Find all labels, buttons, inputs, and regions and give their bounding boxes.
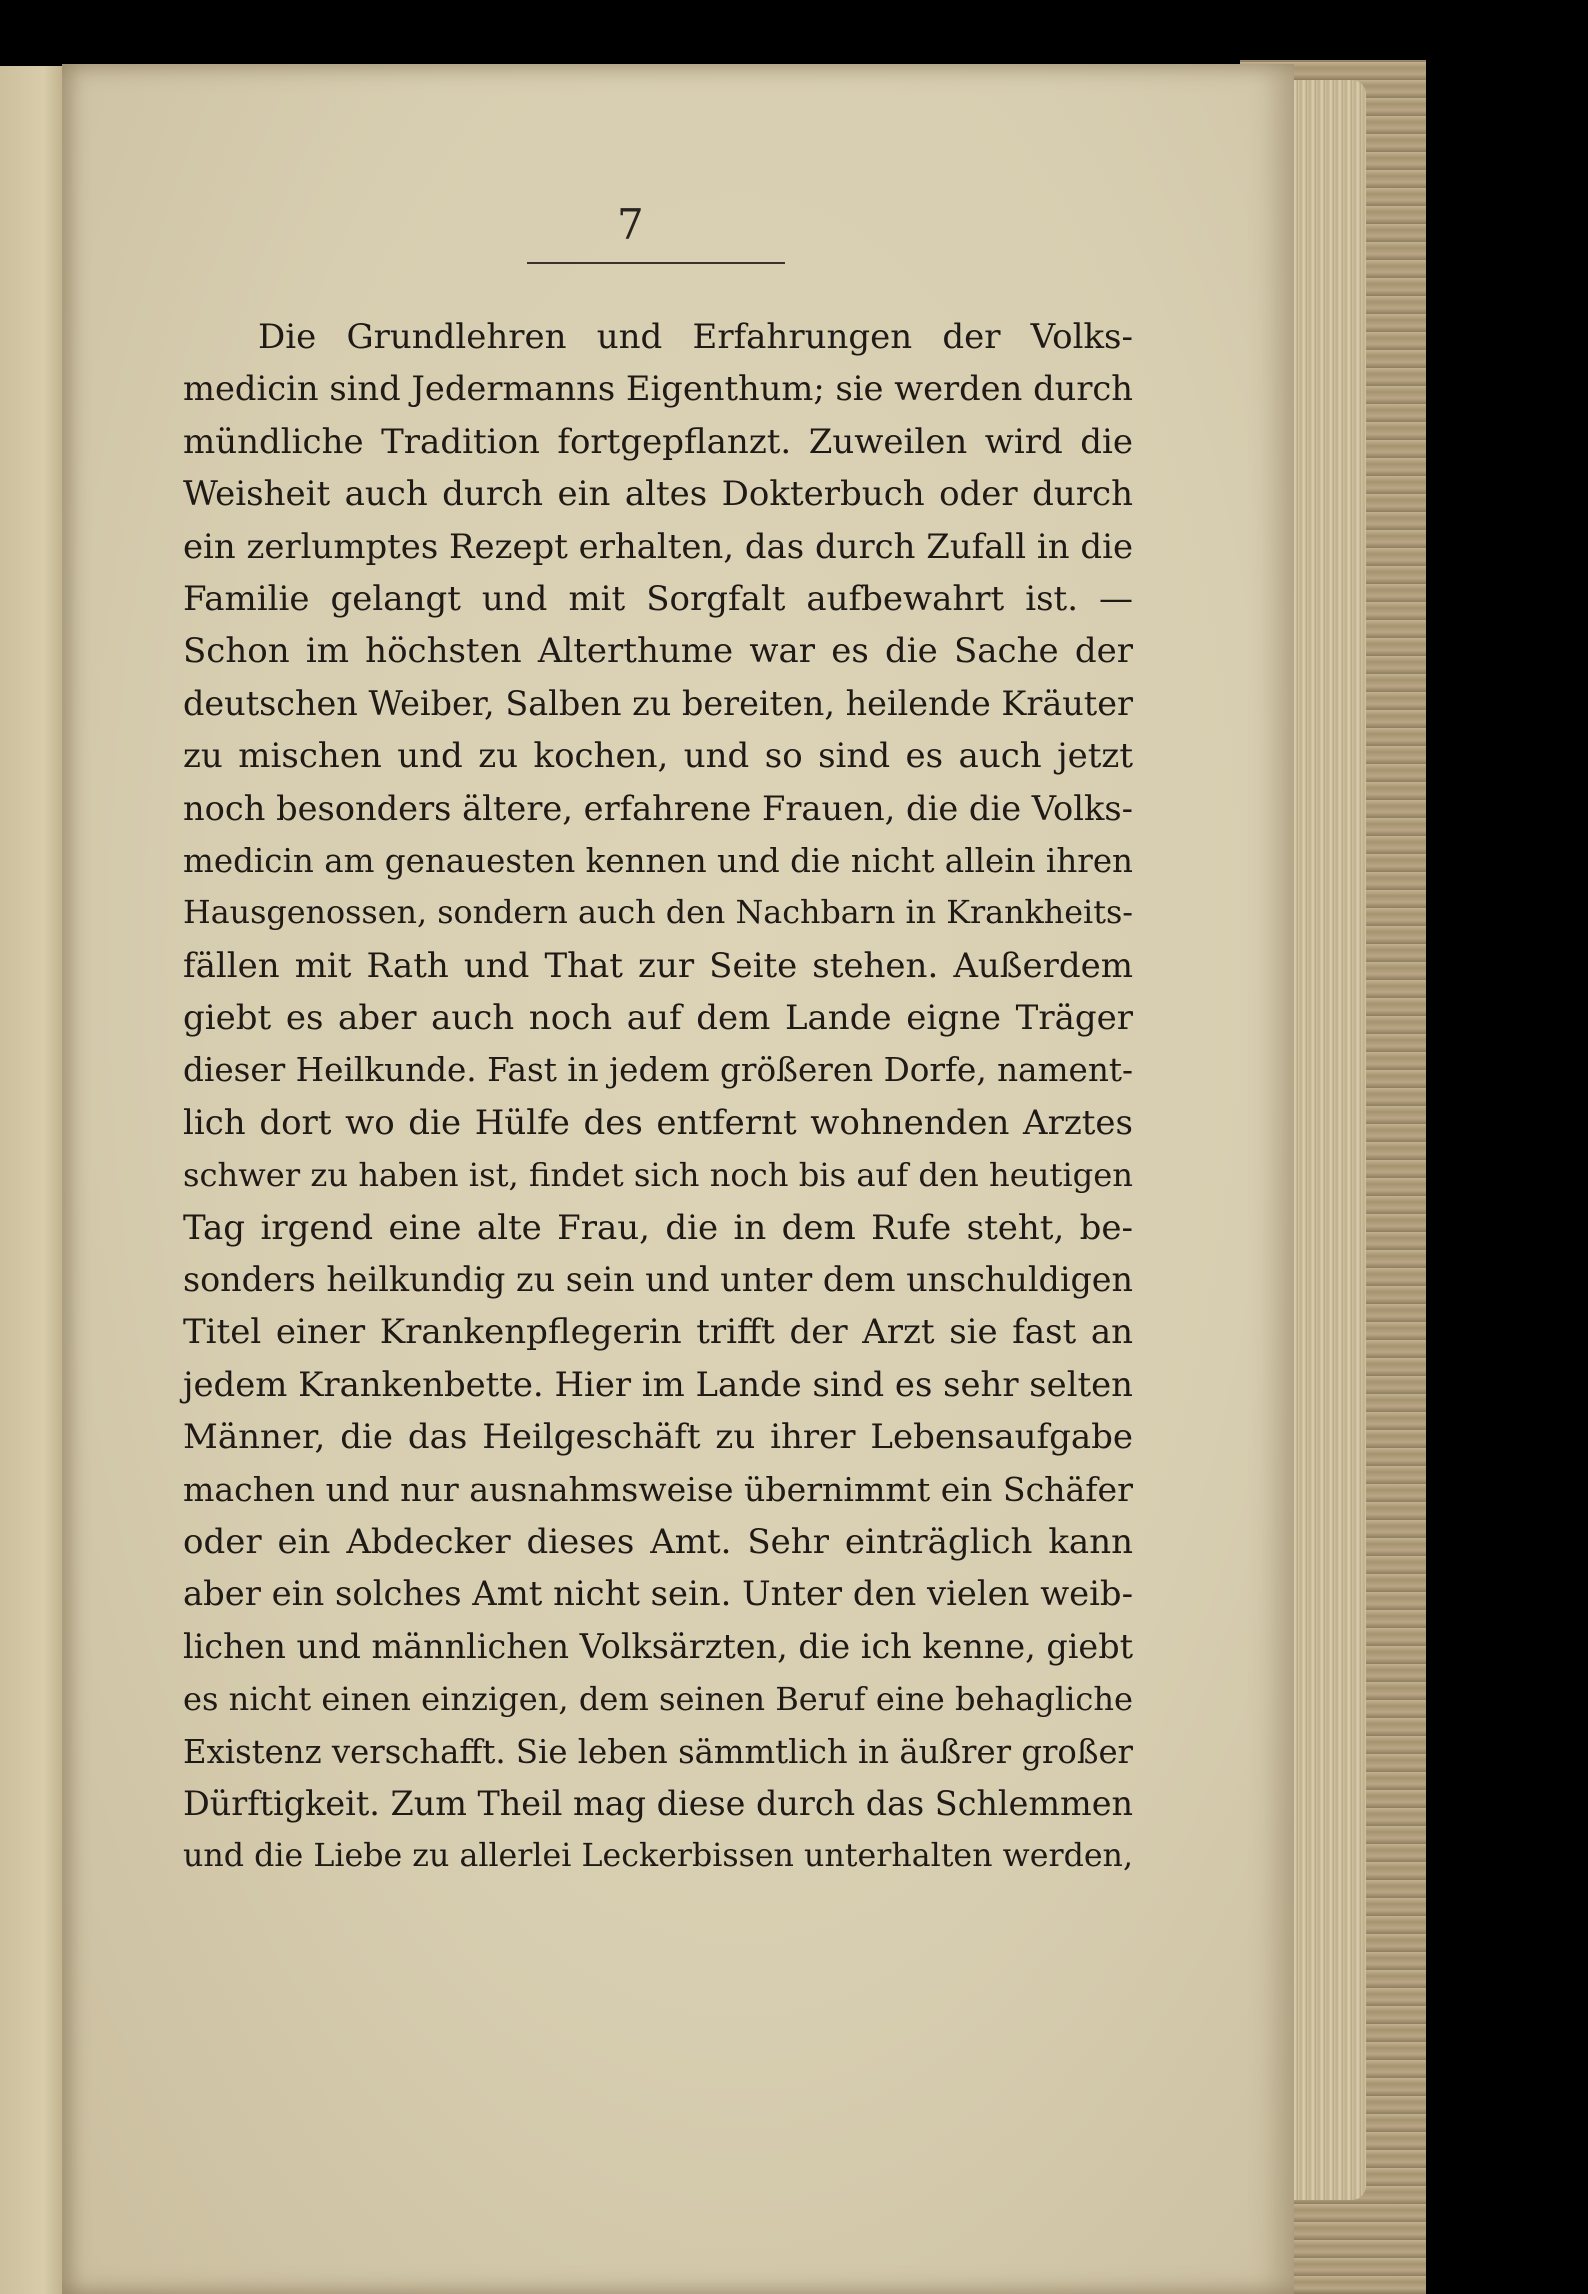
text-line: es nicht einen einzigen, dem seinen Beruf eine behagliche — [183, 1680, 1133, 1719]
text-line: Titel einer Krankenpflegerin trifft der Arzt sie fast an — [183, 1312, 1133, 1353]
text-line: Hausgenossen, sondern auch den Nachbarn in Krankheits- — [183, 895, 1133, 932]
text-line: Familie gelangt und mit Sorgfalt aufbewahrt ist. — — [183, 578, 1133, 619]
text-line: Tag irgend eine alte Frau, die in dem Rufe steht, be- — [183, 1207, 1133, 1248]
text-line: Dürftigkeit. Zum Theil mag diese durch das Schlemmen — [183, 1783, 1134, 1823]
text-line: jedem Krankenbette. Hier im Lande sind es sehr selten — [183, 1364, 1133, 1404]
text-line: noch besonders ältere, erfahrene Frauen, die die Volks- — [183, 788, 1133, 828]
text-line: oder ein Abdecker dieses Amt. Sehr einträglich kann — [183, 1521, 1133, 1562]
text-line: lich dort wo die Hülfe des entfernt wohnenden Arztes — [183, 1102, 1133, 1143]
body-text — [183, 311, 1133, 1883]
text-line: Existenz verschafft. Sie leben sämmtlich in äußrer großer — [183, 1732, 1133, 1771]
text-line: giebt es aber auch noch auf dem Lande eigne Träger — [183, 998, 1133, 1039]
header-rule — [527, 262, 785, 264]
text-line: Schon im höchsten Alterthume war es die Sache der — [183, 631, 1133, 672]
text-line: und die Liebe zu allerlei Leckerbissen unterhalten werden, — [183, 1838, 1133, 1875]
text-line: fällen mit Rath und That zur Seite stehen. Außerdem — [183, 945, 1133, 986]
text-line: medicin sind Jedermanns Eigenthum; sie werden durch — [183, 369, 1133, 409]
text-line: medicin am genauesten kennen und die nicht allein ihren — [183, 841, 1133, 880]
text-line: aber ein solches Amt nicht sein. Unter den vielen weib- — [183, 1574, 1133, 1614]
text-line: Weisheit auch durch ein altes Dokterbuch oder durch — [183, 474, 1133, 515]
text-line: sonders heilkundig zu sein und unter dem unschuldigen — [183, 1260, 1133, 1300]
text-line: zu mischen und zu kochen, und so sind es auch jetzt — [183, 736, 1133, 777]
text-line: mündliche Tradition fortgepflanzt. Zuweilen wird die — [183, 421, 1133, 462]
text-line: ein zerlumptes Rezept erhalten, das durch Zufall in die — [183, 526, 1133, 566]
text-line: deutschen Weiber, Salben zu bereiten, heilende Kräuter — [183, 683, 1133, 723]
text-line: Männer, die das Heilgeschäft zu ihrer Lebensaufgabe — [183, 1417, 1133, 1458]
previous-page-edge — [0, 66, 62, 2294]
text-line: dieser Heilkunde. Fast in jedem größeren Dorfe, nament- — [183, 1051, 1133, 1090]
text-line: machen und nur ausnahmsweise übernimmt ein Schäfer — [183, 1469, 1133, 1509]
page-number: 7 — [617, 200, 644, 249]
text-line: schwer zu haben ist, findet sich noch bis auf den heutigen — [183, 1156, 1133, 1195]
text-line: Die Grundlehren und Erfahrungen der Volks- — [258, 317, 1133, 357]
text-line: lichen und männlichen Volksärzten, die ich kenne, giebt — [183, 1626, 1134, 1666]
